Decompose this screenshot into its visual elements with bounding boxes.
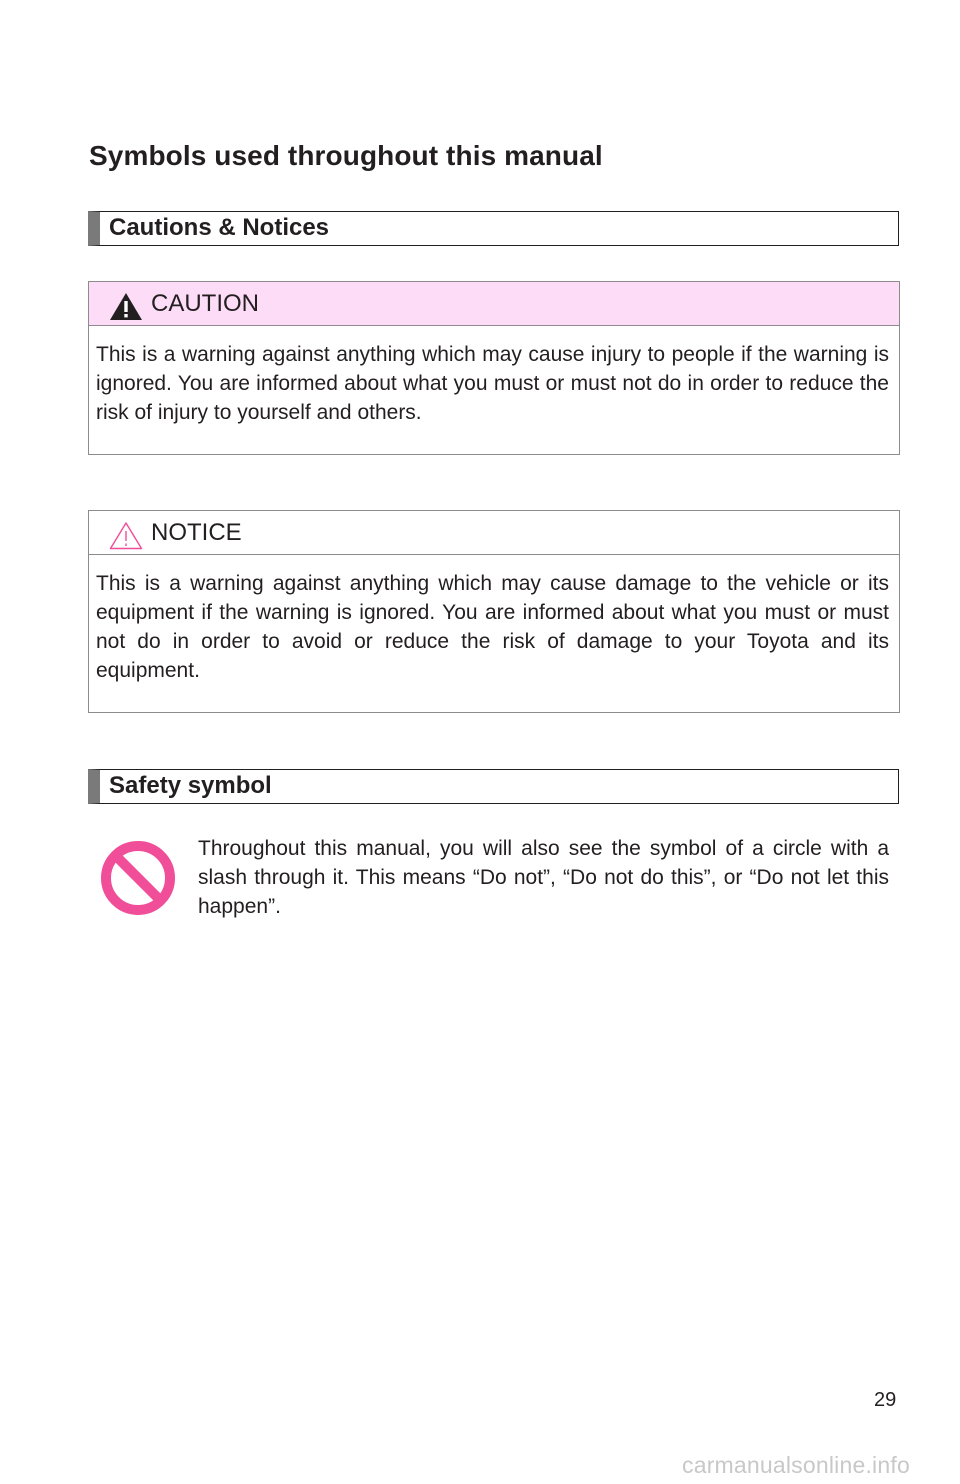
notice-label: NOTICE: [151, 519, 242, 546]
page-title: Symbols used throughout this manual: [89, 140, 603, 171]
caution-box: [88, 281, 900, 455]
prohibition-icon: [100, 840, 176, 916]
notice-box: [88, 510, 900, 713]
caution-header: [89, 282, 899, 326]
section-heading-text: Cautions & Notices: [109, 214, 330, 241]
safety-symbol-text: Throughout this manual, you will also see the symbol of a circle with a slash through it. This means “Do not”, “Do not do this”, or “Do not let this happen”.: [198, 837, 889, 918]
notice-text: This is a warning against anything which may cause damage to the vehicle or its equipment if the warning is ignored. You are informed about what you must or must not do in order to avoid or reduce the risk of damage to your Toyota and its equipment.: [96, 572, 889, 682]
section-heading-text: Safety symbol: [109, 772, 272, 799]
caution-text: This is a warning against anything which may cause injury to people if the warning is ignored. You are informed about what you must or must not do in order to reduce the risk of injury to yourself and others.: [96, 343, 889, 424]
warning-triangle-outline-icon: [109, 521, 143, 550]
page-number: 29: [874, 1389, 897, 1411]
watermark: carmanualsonline.info: [682, 1452, 910, 1478]
notice-header: [89, 511, 899, 555]
caution-label: CAUTION: [151, 290, 259, 317]
section-heading-cautions-notices: [88, 211, 899, 246]
warning-triangle-filled-icon: [109, 292, 143, 321]
section-heading-safety-symbol: [88, 769, 899, 804]
